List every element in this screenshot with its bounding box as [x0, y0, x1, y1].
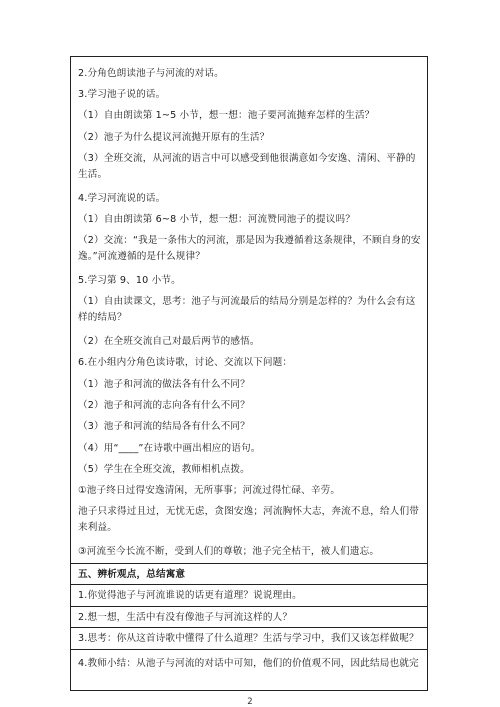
table-row-divider	[70, 627, 428, 628]
text-paragraph: （1）自由读课文，思考：池子与河流最后的结局分别是怎样的？为什么会有这样的结局？	[78, 296, 416, 323]
text-line: 5.学习第 9、10 小节。	[78, 275, 181, 286]
text-line: 2.想一想，生活中有没有像池子与河流这样的人？	[78, 612, 293, 623]
text-line: 1.你觉得池子与河流谁说的话更有道理？说说理由。	[78, 590, 302, 601]
text-line: （1）池子和河流的做法各有什么不同？	[78, 379, 250, 390]
text-line: （1）自由朗读第 1~5 小节，想一想：池子要河流抛弃怎样的生活？	[78, 110, 375, 121]
table-top-border	[70, 56, 428, 57]
text-line: （4）用“____”在诗歌中画出相应的语句。	[78, 443, 261, 454]
table-row-divider	[70, 563, 428, 564]
text-line: 2.分角色朗读池子与河流的对话。	[78, 68, 224, 79]
text-line: 3.思考：你从这首诗歌中懂得了什么道理？生活与学习中，我们又该怎样做呢？	[78, 633, 419, 644]
table-left-border	[70, 56, 71, 691]
text-line: 4.学习河流说的话。	[78, 193, 166, 204]
text-line: 3.学习池子说的话。	[78, 89, 166, 100]
page-number: 2	[247, 697, 253, 707]
text-paragraph: （2）交流：“我是一条伟大的河流，那是因为我遵循着这条规律，不顾自身的安逸。”河流遵循的是什么规律？	[78, 235, 421, 262]
text-line: （2）池子和河流的志向各有什么不同？	[78, 400, 250, 411]
text-line: （2）在全班交流自己对最后两节的感悟。	[78, 336, 260, 347]
text-line: ③河流至今长流不断，受到人们的尊敬；池子完全枯干，被人们遗忘。	[78, 546, 380, 557]
text-line: 4.教师小结：从池子与河流的对话中可知，他们的价值观不同，因此结局也就完	[78, 658, 419, 669]
text-line: ①池子终日过得安逸清闲，无所事事；河流过得忙碌、辛劳。	[78, 485, 341, 496]
table-row-divider	[70, 584, 428, 585]
text-line: （2）池子为什么提议河流抛开原有的生活？	[78, 132, 270, 143]
table-right-border	[427, 56, 428, 691]
text-line: 6.在小组内分角色读诗歌，讨论、交流以下问题：	[78, 357, 293, 368]
table-row-divider	[70, 606, 428, 607]
text-line: （1）自由朗读第 6~8 小节，想一想：河流赞同池子的提议吗？	[78, 214, 355, 225]
table-row-divider	[70, 649, 428, 650]
section-heading: 五、辨析观点，总结寓意	[78, 569, 186, 580]
table-bottom-border	[70, 690, 428, 691]
text-line: （3）池子和河流的结局各有什么不同？	[78, 421, 250, 432]
text-paragraph: 池子只求得过且过，无忧无虑，贪图安逸；河流胸怀大志，奔流不息，给人们带来利益。	[78, 506, 420, 533]
text-line: （5）学生在全班交流，教师相机点拨。	[78, 464, 250, 475]
text-paragraph: （3）全班交流，从河流的语言中可以感受到他很满意如今安逸、清闲、平静的生活。	[78, 153, 416, 180]
